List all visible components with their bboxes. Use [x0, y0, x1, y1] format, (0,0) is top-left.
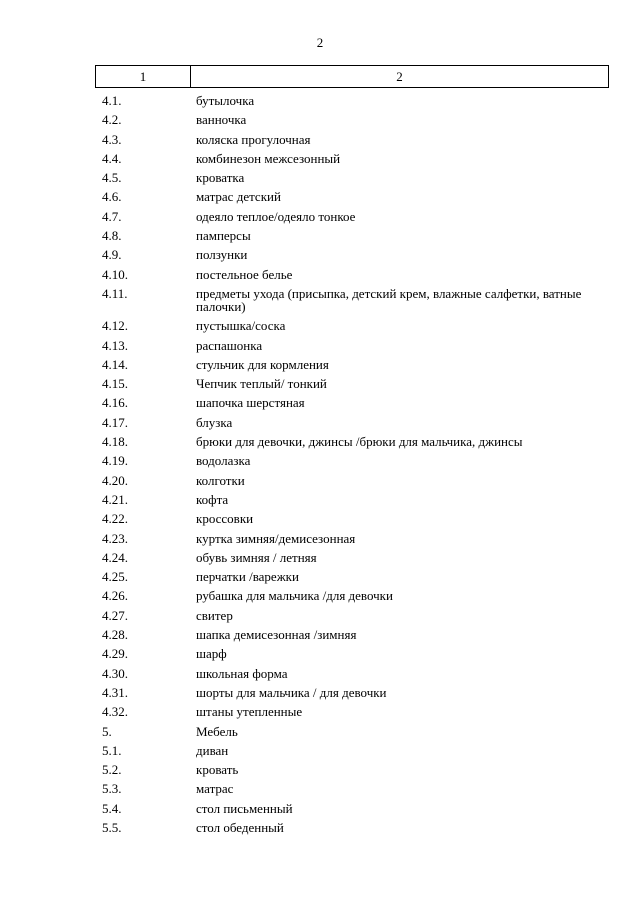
table-row — [95, 779, 609, 798]
row-item-name: шапка демисезонная /зимняя — [196, 627, 357, 643]
row-number: 4.29. — [102, 646, 128, 662]
row-number: 5.5. — [102, 819, 122, 835]
row-item-name: кроватка — [196, 170, 245, 186]
table-row — [95, 606, 609, 625]
table-header-col-1: 1 — [96, 66, 191, 87]
row-number: 5.1. — [102, 742, 122, 758]
row-number: 4.22. — [102, 511, 128, 527]
row-number: 4.27. — [102, 607, 128, 623]
page-number: 2 — [316, 35, 324, 50]
row-number: 4.3. — [102, 131, 122, 147]
table-row — [95, 413, 609, 432]
row-item-name: бутылочка — [196, 93, 255, 108]
row-number: 4.26. — [102, 588, 128, 604]
row-item-name: свитер — [196, 607, 233, 623]
row-number: 4.10. — [102, 266, 128, 282]
row-item-name: распашонка — [196, 337, 263, 353]
row-number: 4.23. — [102, 530, 128, 546]
table-row — [95, 567, 609, 586]
row-item-name: штаны утепленные — [196, 704, 303, 720]
table-header — [95, 65, 609, 88]
row-number: 4.14. — [102, 356, 128, 372]
table-row — [95, 355, 609, 374]
table-row — [95, 207, 609, 226]
row-number: 4.4. — [102, 150, 122, 166]
table-row — [95, 529, 609, 548]
table-row — [95, 471, 609, 490]
row-number: 4.18. — [102, 434, 128, 450]
row-item-name: колготки — [196, 472, 245, 488]
row-item-name: матрас — [196, 781, 234, 797]
table-row — [95, 226, 609, 245]
table-row — [95, 187, 609, 206]
table-row — [95, 316, 609, 335]
row-number: 4.21. — [102, 491, 128, 507]
row-number: 5.2. — [102, 762, 122, 778]
row-item-name: стол обеденный — [196, 819, 284, 835]
row-number: 5. — [102, 723, 112, 739]
row-item-name: перчатки /варежки — [196, 569, 299, 585]
row-number: 4.25. — [102, 569, 128, 585]
row-number: 4.11. — [102, 285, 128, 301]
row-number: 4.30. — [102, 665, 128, 681]
row-item-name: кровать — [196, 762, 239, 778]
row-item-name: комбинезон межсезонный — [196, 150, 341, 166]
table-row — [95, 265, 609, 284]
table-row — [95, 245, 609, 264]
row-item-name: кроссовки — [196, 511, 254, 527]
table-row — [95, 336, 609, 355]
row-number: 4.15. — [102, 376, 128, 392]
row-item-name: блузка — [196, 414, 233, 430]
row-number: 4.1. — [102, 93, 122, 108]
row-number: 4.8. — [102, 228, 122, 244]
row-item-name: шорты для мальчика / для девочки — [196, 684, 387, 700]
row-number: 4.28. — [102, 627, 128, 643]
row-item-name: диван — [196, 742, 229, 758]
table-row — [95, 818, 609, 837]
table-row — [95, 110, 609, 129]
row-number: 4.6. — [102, 189, 122, 205]
row-item-name: шарф — [196, 646, 227, 662]
table-row — [95, 432, 609, 451]
row-number: 4.9. — [102, 247, 122, 263]
row-number: 4.24. — [102, 549, 128, 565]
row-number: 4.7. — [102, 208, 122, 224]
row-item-name: пустышка/соска — [196, 318, 286, 334]
row-number: 4.19. — [102, 453, 128, 469]
row-item-name: водолазка — [196, 453, 251, 469]
row-number: 4.2. — [102, 112, 122, 128]
table-row — [95, 374, 609, 393]
table-row — [95, 393, 609, 412]
row-item-name: стульчик для кормления — [196, 356, 329, 372]
table-row — [95, 490, 609, 509]
row-item-name: обувь зимняя / летняя — [196, 549, 317, 565]
row-item-name: одеяло теплое/одеяло тонкое — [196, 208, 356, 224]
table-row — [95, 451, 609, 470]
row-item-name: стол письменный — [196, 800, 293, 816]
row-item-name: матрас детский — [196, 189, 281, 205]
table-row — [95, 91, 609, 110]
row-number: 4.5. — [102, 170, 122, 186]
row-item-name: ползунки — [196, 247, 248, 263]
table-row — [95, 149, 609, 168]
row-item-name: предметы ухода (присыпка, детский крем, влажные салфетки, ватные палочки) — [196, 285, 582, 314]
row-item-name: памперсы — [196, 228, 251, 244]
row-item-name: Мебель — [196, 723, 238, 739]
row-item-name: Чепчик теплый/ тонкий — [196, 376, 327, 392]
table-row — [95, 509, 609, 528]
row-number: 4.13. — [102, 337, 128, 353]
table-body — [95, 91, 609, 837]
table-row — [95, 799, 609, 818]
row-number: 4.20. — [102, 472, 128, 488]
row-item-name: ванночка — [196, 112, 247, 128]
table-row — [95, 741, 609, 760]
table-row — [95, 664, 609, 683]
row-item-name: школьная форма — [196, 665, 288, 681]
table-row — [95, 168, 609, 187]
table-row — [95, 548, 609, 567]
table-row — [95, 702, 609, 721]
table-row — [95, 130, 609, 149]
table-row — [95, 760, 609, 779]
row-number: 4.17. — [102, 414, 128, 430]
row-item-name: брюки для девочки, джинсы /брюки для мальчика, джинсы — [196, 434, 523, 450]
row-item-name: кофта — [196, 491, 229, 507]
table-row — [95, 284, 609, 316]
table-row — [95, 683, 609, 702]
row-number: 5.3. — [102, 781, 122, 797]
table-row — [95, 586, 609, 605]
table-header-col-2: 2 — [396, 68, 403, 84]
row-item-name: шапочка шерстяная — [196, 395, 305, 411]
row-item-name: рубашка для мальчика /для девочки — [196, 588, 393, 604]
row-number: 4.16. — [102, 395, 128, 411]
table-row — [95, 625, 609, 644]
row-item-name: постельное белье — [196, 266, 293, 282]
row-item-name: куртка зимняя/демисезонная — [196, 530, 356, 546]
table-row — [95, 722, 609, 741]
row-number: 4.12. — [102, 318, 128, 334]
row-number: 4.32. — [102, 704, 128, 720]
table-row — [95, 644, 609, 663]
row-number: 4.31. — [102, 684, 128, 700]
row-item-name: коляска прогулочная — [196, 131, 311, 147]
row-number: 5.4. — [102, 800, 122, 816]
